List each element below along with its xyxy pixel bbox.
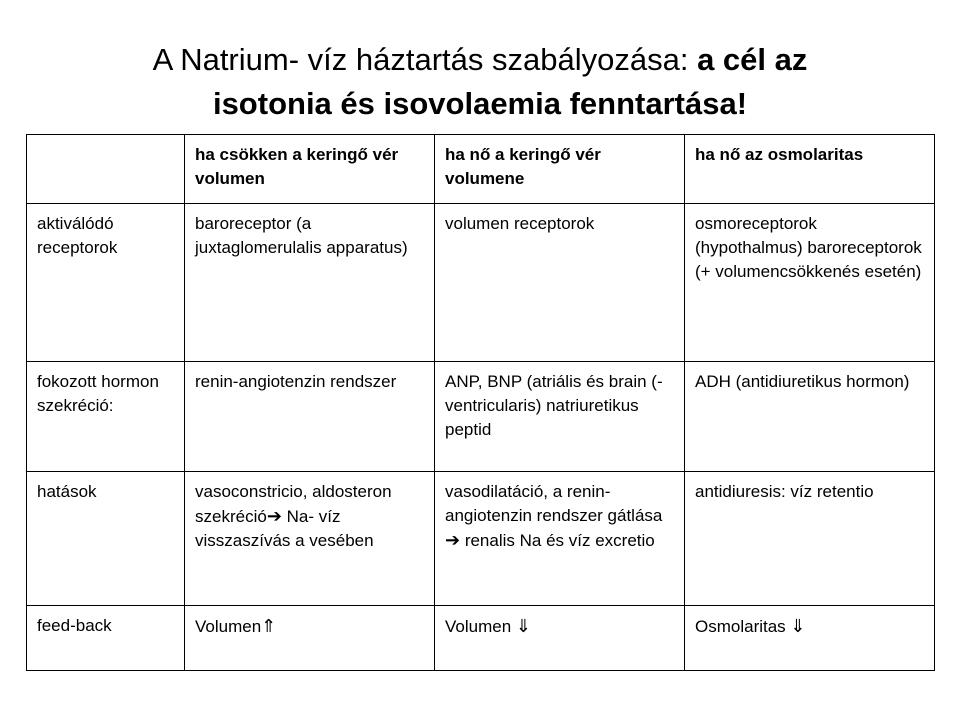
- row-label-hormone: fokozott hormon szekréció:: [27, 362, 185, 472]
- page-title: [0, 38, 960, 126]
- table-cell: [435, 472, 685, 606]
- table-header-row: [27, 135, 935, 204]
- cell-text: vasodilatáció, a renin-angiotenzin rendszer gátlása: [445, 482, 663, 525]
- right-arrow-icon: ➔: [266, 506, 282, 526]
- cell-text: vasoconstricio, aldosteron szekréció: [195, 482, 392, 526]
- row-label-effects: hatások: [27, 472, 185, 606]
- table-cell: [185, 472, 435, 606]
- cell-text: renalis Na és víz excretio: [460, 531, 655, 550]
- row-label-feedback: feed-back: [27, 606, 185, 671]
- header-cell-osmolarity-increase: ha nő az osmolaritas: [685, 135, 935, 204]
- table-cell: renin-angiotenzin rendszer: [185, 362, 435, 472]
- cell-text: Na- víz visszaszívás a vesében: [195, 507, 374, 550]
- double-up-arrow-icon: ⇑: [261, 616, 277, 636]
- cell-text: Osmolaritas: [695, 617, 791, 636]
- table-cell: [685, 606, 935, 671]
- double-down-arrow-icon: ⇓: [515, 616, 531, 636]
- table-cell: [185, 606, 435, 671]
- table-cell: ANP, BNP (atriális és brain (-ventricularis) natriuretikus peptid: [435, 362, 685, 472]
- header-cell-volume-decrease: ha csökken a keringő vér volumen: [185, 135, 435, 204]
- cell-text: Volumen: [445, 617, 516, 636]
- table-cell: ADH (antidiuretikus hormon): [685, 362, 935, 472]
- table-cell: [435, 606, 685, 671]
- double-down-arrow-icon: ⇓: [790, 616, 806, 636]
- title-line2-bold: isotonia és isovolaemia fenntartása!: [212, 86, 748, 121]
- table-cell: volumen receptorok: [435, 204, 685, 362]
- regulation-table: [26, 134, 935, 671]
- cell-text: Volumen: [195, 617, 262, 636]
- table-row: [27, 362, 935, 472]
- right-arrow-icon: ➔: [445, 530, 461, 550]
- header-cell-volume-increase: ha nő a keringő vér volumene: [435, 135, 685, 204]
- table-row: [27, 204, 935, 362]
- title-line1-bold: a cél az: [697, 42, 808, 77]
- table-row: [27, 606, 935, 671]
- title-line1-normal: A Natrium- víz háztartás szabályozása:: [152, 42, 689, 77]
- table-cell: baroreceptor (a juxtaglomerulalis apparatus): [185, 204, 435, 362]
- table-cell: osmoreceptorok (hypothalmus) baroreceptorok (+ volumencsökkenés esetén): [685, 204, 935, 362]
- table-cell: antidiuresis: víz retentio: [685, 472, 935, 606]
- header-cell-empty: [27, 135, 185, 204]
- row-label-receptors: aktiválódó receptorok: [27, 204, 185, 362]
- table-row: [27, 472, 935, 606]
